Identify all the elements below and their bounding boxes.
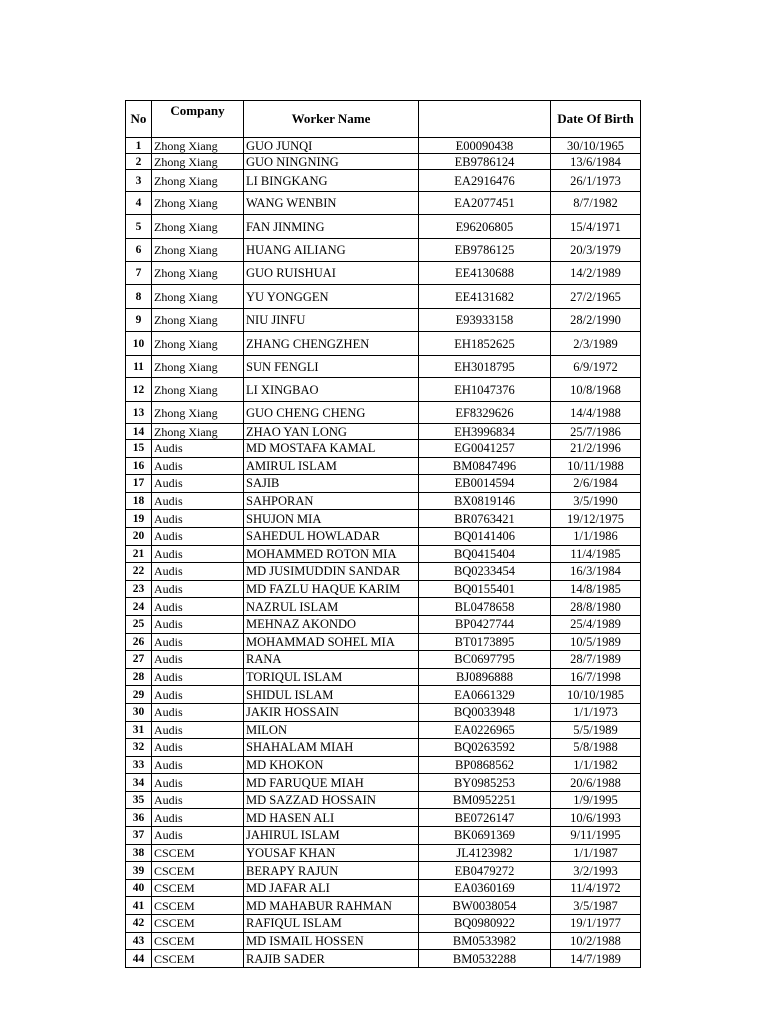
- cell-id: EB9786125: [419, 239, 551, 262]
- cell-date-of-birth: 6/9/1972: [551, 356, 641, 378]
- cell-company: Audis: [152, 475, 244, 493]
- cell-no: 7: [126, 262, 152, 285]
- table-row: [126, 756, 641, 774]
- cell-id: BQ0263592: [419, 739, 551, 757]
- cell-id: BM0952251: [419, 791, 551, 809]
- cell-no: 1: [126, 138, 152, 154]
- cell-company: Zhong Xiang: [152, 285, 244, 309]
- cell-no: 35: [126, 791, 152, 809]
- cell-company: Zhong Xiang: [152, 402, 244, 424]
- cell-id: BL0478658: [419, 598, 551, 616]
- cell-no: 19: [126, 510, 152, 528]
- cell-no: 43: [126, 932, 152, 950]
- cell-worker-name: MEHNAZ AKONDO: [244, 615, 419, 633]
- cell-worker-name: LI XINGBAO: [244, 378, 419, 402]
- cell-company: Zhong Xiang: [152, 332, 244, 356]
- cell-worker-name: MD FARUQUE MIAH: [244, 774, 419, 792]
- cell-no: 2: [126, 154, 152, 170]
- cell-no: 34: [126, 774, 152, 792]
- cell-id: BQ0233454: [419, 563, 551, 581]
- cell-no: 27: [126, 651, 152, 669]
- cell-no: 13: [126, 402, 152, 424]
- cell-date-of-birth: 19/1/1977: [551, 915, 641, 933]
- cell-worker-name: SUN FENGLI: [244, 356, 419, 378]
- cell-date-of-birth: 3/2/1993: [551, 862, 641, 880]
- cell-id: BR0763421: [419, 510, 551, 528]
- cell-worker-name: BERAPY RAJUN: [244, 862, 419, 880]
- table-row: [126, 285, 641, 309]
- table-row: [126, 154, 641, 170]
- cell-worker-name: WANG WENBIN: [244, 192, 419, 215]
- worker-table: [125, 100, 641, 968]
- cell-worker-name: TORIQUL ISLAM: [244, 668, 419, 686]
- table-row: [126, 739, 641, 757]
- cell-company: Audis: [152, 440, 244, 458]
- cell-company: Zhong Xiang: [152, 424, 244, 440]
- cell-date-of-birth: 1/9/1995: [551, 791, 641, 809]
- cell-worker-name: JAKIR HOSSAIN: [244, 703, 419, 721]
- cell-no: 10: [126, 332, 152, 356]
- cell-company: Audis: [152, 457, 244, 475]
- cell-no: 40: [126, 879, 152, 897]
- cell-date-of-birth: 14/7/1989: [551, 950, 641, 968]
- cell-id: EA2916476: [419, 170, 551, 192]
- cell-worker-name: GUO CHENG CHENG: [244, 402, 419, 424]
- cell-date-of-birth: 10/10/1985: [551, 686, 641, 704]
- cell-no: 8: [126, 285, 152, 309]
- cell-company: Audis: [152, 545, 244, 563]
- cell-id: EB0014594: [419, 475, 551, 493]
- cell-worker-name: MD ISMAIL HOSSEN: [244, 932, 419, 950]
- cell-date-of-birth: 10/6/1993: [551, 809, 641, 827]
- cell-date-of-birth: 5/5/1989: [551, 721, 641, 739]
- cell-no: 6: [126, 239, 152, 262]
- cell-date-of-birth: 19/12/1975: [551, 510, 641, 528]
- cell-worker-name: HUANG AILIANG: [244, 239, 419, 262]
- cell-id: BW0038054: [419, 897, 551, 915]
- cell-company: Audis: [152, 703, 244, 721]
- cell-date-of-birth: 20/3/1979: [551, 239, 641, 262]
- cell-no: 33: [126, 756, 152, 774]
- cell-date-of-birth: 11/4/1972: [551, 879, 641, 897]
- cell-id: BK0691369: [419, 827, 551, 845]
- table-row: [126, 633, 641, 651]
- cell-company: Zhong Xiang: [152, 262, 244, 285]
- cell-no: 11: [126, 356, 152, 378]
- cell-no: 26: [126, 633, 152, 651]
- cell-id: BM0533982: [419, 932, 551, 950]
- cell-worker-name: SAHEDUL HOWLADAR: [244, 527, 419, 545]
- cell-date-of-birth: 10/2/1988: [551, 932, 641, 950]
- table-row: [126, 668, 641, 686]
- cell-company: Zhong Xiang: [152, 154, 244, 170]
- table-row: [126, 192, 641, 215]
- cell-id: EH3018795: [419, 356, 551, 378]
- cell-company: CSCEM: [152, 879, 244, 897]
- table-row: [126, 686, 641, 704]
- cell-worker-name: FAN JINMING: [244, 215, 419, 239]
- table-row: [126, 424, 641, 440]
- table-row: [126, 791, 641, 809]
- table-row: [126, 262, 641, 285]
- table-row: [126, 915, 641, 933]
- cell-id: BM0532288: [419, 950, 551, 968]
- cell-id: BY0985253: [419, 774, 551, 792]
- table-row: [126, 897, 641, 915]
- table-header: [126, 101, 641, 138]
- cell-id: BX0819146: [419, 492, 551, 510]
- cell-no: 12: [126, 378, 152, 402]
- cell-company: Audis: [152, 686, 244, 704]
- cell-worker-name: SHIDUL ISLAM: [244, 686, 419, 704]
- cell-id: EA0226965: [419, 721, 551, 739]
- cell-id: EH1852625: [419, 332, 551, 356]
- cell-date-of-birth: 16/7/1998: [551, 668, 641, 686]
- cell-no: 31: [126, 721, 152, 739]
- cell-worker-name: JAHIRUL ISLAM: [244, 827, 419, 845]
- cell-date-of-birth: 13/6/1984: [551, 154, 641, 170]
- cell-company: Zhong Xiang: [152, 309, 244, 332]
- cell-worker-name: MILON: [244, 721, 419, 739]
- cell-no: 30: [126, 703, 152, 721]
- cell-date-of-birth: 1/1/1986: [551, 527, 641, 545]
- cell-no: 24: [126, 598, 152, 616]
- cell-date-of-birth: 3/5/1990: [551, 492, 641, 510]
- header-id: [419, 101, 551, 138]
- cell-company: Audis: [152, 527, 244, 545]
- cell-no: 15: [126, 440, 152, 458]
- cell-no: 42: [126, 915, 152, 933]
- cell-company: Audis: [152, 739, 244, 757]
- cell-date-of-birth: 1/1/1973: [551, 703, 641, 721]
- table-row: [126, 809, 641, 827]
- cell-no: 17: [126, 475, 152, 493]
- cell-worker-name: ZHANG CHENGZHEN: [244, 332, 419, 356]
- table-row: [126, 879, 641, 897]
- cell-company: CSCEM: [152, 844, 244, 862]
- cell-id: EE4130688: [419, 262, 551, 285]
- cell-worker-name: MD FAZLU HAQUE KARIM: [244, 580, 419, 598]
- cell-id: BM0847496: [419, 457, 551, 475]
- table-row: [126, 932, 641, 950]
- cell-id: E00090438: [419, 138, 551, 154]
- table-row: [126, 527, 641, 545]
- cell-id: BE0726147: [419, 809, 551, 827]
- cell-worker-name: RAJIB SADER: [244, 950, 419, 968]
- cell-worker-name: RAFIQUL ISLAM: [244, 915, 419, 933]
- cell-id: EA0661329: [419, 686, 551, 704]
- cell-no: 28: [126, 668, 152, 686]
- cell-date-of-birth: 1/1/1982: [551, 756, 641, 774]
- cell-company: Audis: [152, 774, 244, 792]
- cell-company: Audis: [152, 492, 244, 510]
- cell-worker-name: LI BINGKANG: [244, 170, 419, 192]
- table-row: [126, 402, 641, 424]
- cell-company: Audis: [152, 633, 244, 651]
- cell-no: 4: [126, 192, 152, 215]
- cell-date-of-birth: 10/5/1989: [551, 633, 641, 651]
- cell-id: EH1047376: [419, 378, 551, 402]
- cell-no: 21: [126, 545, 152, 563]
- cell-id: JL4123982: [419, 844, 551, 862]
- cell-date-of-birth: 16/3/1984: [551, 563, 641, 581]
- cell-company: Zhong Xiang: [152, 170, 244, 192]
- cell-company: Audis: [152, 615, 244, 633]
- cell-worker-name: GUO RUISHUAI: [244, 262, 419, 285]
- table-row: [126, 332, 641, 356]
- table-row: [126, 215, 641, 239]
- cell-date-of-birth: 28/2/1990: [551, 309, 641, 332]
- cell-id: BQ0415404: [419, 545, 551, 563]
- cell-worker-name: RANA: [244, 651, 419, 669]
- cell-date-of-birth: 25/7/1986: [551, 424, 641, 440]
- cell-company: Audis: [152, 809, 244, 827]
- table-row: [126, 239, 641, 262]
- table-row: [126, 545, 641, 563]
- cell-worker-name: ZHAO YAN LONG: [244, 424, 419, 440]
- cell-worker-name: YU YONGGEN: [244, 285, 419, 309]
- cell-no: 32: [126, 739, 152, 757]
- cell-id: BQ0980922: [419, 915, 551, 933]
- cell-id: E96206805: [419, 215, 551, 239]
- cell-worker-name: MD JUSIMUDDIN SANDAR: [244, 563, 419, 581]
- cell-no: 5: [126, 215, 152, 239]
- cell-worker-name: SAJIB: [244, 475, 419, 493]
- table-row: [126, 827, 641, 845]
- cell-no: 37: [126, 827, 152, 845]
- cell-id: EE4131682: [419, 285, 551, 309]
- cell-date-of-birth: 2/6/1984: [551, 475, 641, 493]
- cell-id: EB9786124: [419, 154, 551, 170]
- cell-date-of-birth: 21/2/1996: [551, 440, 641, 458]
- cell-no: 9: [126, 309, 152, 332]
- cell-company: Audis: [152, 756, 244, 774]
- cell-no: 38: [126, 844, 152, 862]
- cell-company: Audis: [152, 598, 244, 616]
- cell-date-of-birth: 30/10/1965: [551, 138, 641, 154]
- table-row: [126, 457, 641, 475]
- table-row: [126, 721, 641, 739]
- cell-worker-name: SHAHALAM MIAH: [244, 739, 419, 757]
- table-row: [126, 774, 641, 792]
- cell-worker-name: MD HASEN ALI: [244, 809, 419, 827]
- cell-worker-name: SAHPORAN: [244, 492, 419, 510]
- cell-date-of-birth: 14/4/1988: [551, 402, 641, 424]
- cell-id: EH3996834: [419, 424, 551, 440]
- cell-worker-name: GUO JUNQI: [244, 138, 419, 154]
- cell-id: EF8329626: [419, 402, 551, 424]
- cell-date-of-birth: 14/2/1989: [551, 262, 641, 285]
- cell-worker-name: MD MAHABUR RAHMAN: [244, 897, 419, 915]
- cell-company: Audis: [152, 651, 244, 669]
- cell-company: Zhong Xiang: [152, 138, 244, 154]
- cell-company: Audis: [152, 563, 244, 581]
- cell-company: Zhong Xiang: [152, 356, 244, 378]
- cell-company: CSCEM: [152, 897, 244, 915]
- cell-no: 39: [126, 862, 152, 880]
- table-row: [126, 580, 641, 598]
- cell-company: Audis: [152, 510, 244, 528]
- cell-no: 29: [126, 686, 152, 704]
- cell-worker-name: GUO NINGNING: [244, 154, 419, 170]
- table-row: [126, 309, 641, 332]
- cell-date-of-birth: 1/1/1987: [551, 844, 641, 862]
- cell-id: BQ0155401: [419, 580, 551, 598]
- cell-id: EG0041257: [419, 440, 551, 458]
- cell-id: BP0868562: [419, 756, 551, 774]
- cell-date-of-birth: 26/1/1973: [551, 170, 641, 192]
- cell-worker-name: MD KHOKON: [244, 756, 419, 774]
- table-row: [126, 703, 641, 721]
- cell-company: Audis: [152, 827, 244, 845]
- table-row: [126, 510, 641, 528]
- cell-id: EA2077451: [419, 192, 551, 215]
- cell-id: BQ0141406: [419, 527, 551, 545]
- cell-date-of-birth: 28/7/1989: [551, 651, 641, 669]
- cell-worker-name: NAZRUL ISLAM: [244, 598, 419, 616]
- cell-worker-name: NIU JINFU: [244, 309, 419, 332]
- cell-id: BP0427744: [419, 615, 551, 633]
- cell-date-of-birth: 28/8/1980: [551, 598, 641, 616]
- cell-date-of-birth: 20/6/1988: [551, 774, 641, 792]
- cell-no: 36: [126, 809, 152, 827]
- cell-worker-name: MD JAFAR ALI: [244, 879, 419, 897]
- cell-date-of-birth: 25/4/1989: [551, 615, 641, 633]
- cell-company: Audis: [152, 721, 244, 739]
- table-body: [126, 138, 641, 968]
- cell-worker-name: MD MOSTAFA KAMAL: [244, 440, 419, 458]
- cell-date-of-birth: 10/11/1988: [551, 457, 641, 475]
- header-row: [126, 101, 641, 138]
- cell-no: 14: [126, 424, 152, 440]
- table-row: [126, 440, 641, 458]
- cell-date-of-birth: 8/7/1982: [551, 192, 641, 215]
- cell-company: Zhong Xiang: [152, 215, 244, 239]
- cell-id: EA0360169: [419, 879, 551, 897]
- table-row: [126, 844, 641, 862]
- cell-worker-name: YOUSAF KHAN: [244, 844, 419, 862]
- cell-company: CSCEM: [152, 915, 244, 933]
- table-row: [126, 598, 641, 616]
- cell-worker-name: MOHAMMAD SOHEL MIA: [244, 633, 419, 651]
- cell-date-of-birth: 27/2/1965: [551, 285, 641, 309]
- cell-no: 20: [126, 527, 152, 545]
- header-no: No: [126, 101, 152, 138]
- cell-worker-name: MD SAZZAD HOSSAIN: [244, 791, 419, 809]
- header-date-of-birth: Date Of Birth: [551, 101, 641, 138]
- cell-id: E93933158: [419, 309, 551, 332]
- cell-company: Zhong Xiang: [152, 192, 244, 215]
- cell-company: CSCEM: [152, 862, 244, 880]
- cell-id: BT0173895: [419, 633, 551, 651]
- cell-date-of-birth: 11/4/1985: [551, 545, 641, 563]
- cell-no: 25: [126, 615, 152, 633]
- table-row: [126, 138, 641, 154]
- cell-no: 3: [126, 170, 152, 192]
- cell-worker-name: AMIRUL ISLAM: [244, 457, 419, 475]
- cell-company: CSCEM: [152, 950, 244, 968]
- cell-company: Zhong Xiang: [152, 239, 244, 262]
- cell-company: Audis: [152, 791, 244, 809]
- table-row: [126, 862, 641, 880]
- table-row: [126, 356, 641, 378]
- table-row: [126, 950, 641, 968]
- cell-date-of-birth: 3/5/1987: [551, 897, 641, 915]
- cell-worker-name: SHUJON MIA: [244, 510, 419, 528]
- table-row: [126, 492, 641, 510]
- table-row: [126, 615, 641, 633]
- cell-date-of-birth: 15/4/1971: [551, 215, 641, 239]
- cell-company: CSCEM: [152, 932, 244, 950]
- cell-no: 16: [126, 457, 152, 475]
- table-row: [126, 475, 641, 493]
- cell-company: Audis: [152, 668, 244, 686]
- cell-no: 18: [126, 492, 152, 510]
- header-worker-name: Worker Name: [244, 101, 419, 138]
- table-row: [126, 170, 641, 192]
- cell-no: 23: [126, 580, 152, 598]
- cell-id: BJ0896888: [419, 668, 551, 686]
- cell-company: Audis: [152, 580, 244, 598]
- cell-no: 44: [126, 950, 152, 968]
- cell-date-of-birth: 14/8/1985: [551, 580, 641, 598]
- table-row: [126, 651, 641, 669]
- cell-date-of-birth: 9/11/1995: [551, 827, 641, 845]
- cell-date-of-birth: 10/8/1968: [551, 378, 641, 402]
- header-company: Company: [152, 101, 244, 138]
- cell-date-of-birth: 2/3/1989: [551, 332, 641, 356]
- cell-id: BQ0033948: [419, 703, 551, 721]
- table-row: [126, 563, 641, 581]
- cell-no: 41: [126, 897, 152, 915]
- cell-date-of-birth: 5/8/1988: [551, 739, 641, 757]
- cell-id: EB0479272: [419, 862, 551, 880]
- cell-worker-name: MOHAMMED ROTON MIA: [244, 545, 419, 563]
- cell-no: 22: [126, 563, 152, 581]
- cell-id: BC0697795: [419, 651, 551, 669]
- table-row: [126, 378, 641, 402]
- cell-company: Zhong Xiang: [152, 378, 244, 402]
